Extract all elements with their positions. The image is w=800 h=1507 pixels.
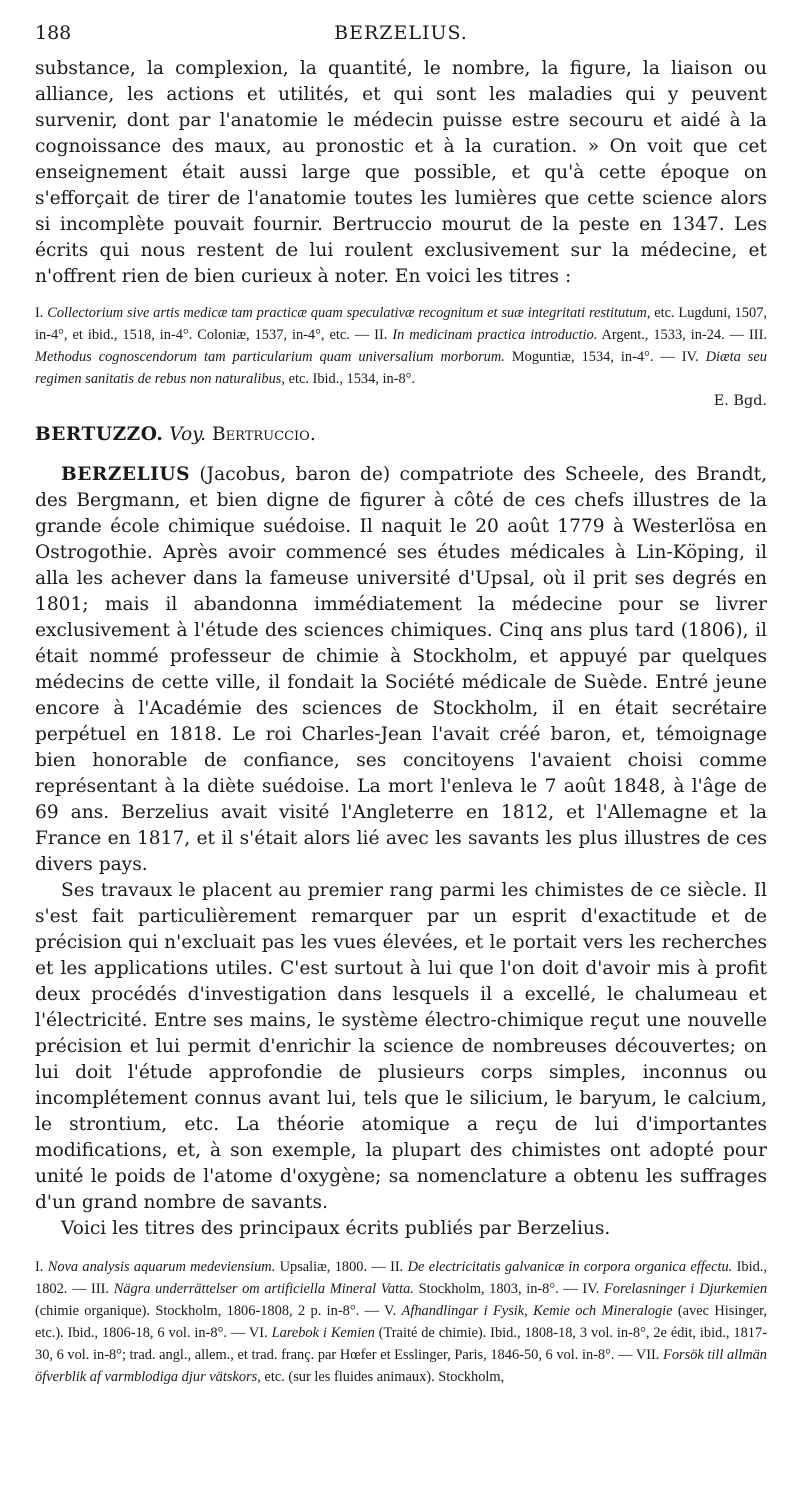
citation-segment: , etc. (sur les fluides animaux). Stockholm, — [257, 1369, 505, 1385]
citation-segment: Upsaliæ, 1800. — II. — [275, 1259, 408, 1275]
title-segment: Methodus cognoscendorum tam particularium quam universalium morborum. — [35, 349, 505, 365]
citation-segment: (Traité de chimie). Ibid., 1808-18, 3 vol. in-8°, 2e édit, ibid., 1817-30, 6 vol. in-8°; trad. angl., allem., et trad. franç. par Hœfer et Esslinger, Paris, 1846-50, 6 vol. in-8°. — VII. — [35, 1325, 767, 1363]
title-segment: Afhandlingar i Fysik, Kemie och Mineralogie — [401, 1303, 673, 1319]
berzelius-headword: BERZELIUS — [61, 464, 191, 485]
citation-segment: Moguntiæ, 1534, in-4°. — IV. — [504, 349, 706, 365]
title-segment: Nägra underrättelser om artificiella Mineral Vatta. — [113, 1281, 414, 1297]
bertruccio-paragraph: substance, la complexion, la quantité, le nombre, la figure, la liaison ou alliance, les actions et utilités, et qui sont les maladies qui y peuvent survenir, dont par l'anatomie le médecin puisse estre secouru et aidé à la cognoissance des maux, au pronostic et à la curation. » On voit que cet enseignement était aussi large que possible, et qu'à cette époque on s'efforçait de tirer de l'anatomie toutes les lumières que cette science alors si incomplète pouvait fournir. Bertruccio mourut de la peste en 1347. Les écrits qui nous restent de lui roulent exclusivement sur la médecine, et n'offrent rien de bien curieux à noter. En voici les titres : — [35, 58, 767, 287]
running-title: BERZELIUS. — [334, 22, 468, 44]
document-page — [35, 22, 767, 1388]
title-segment: De electricitatis galvanicæ in corpora organica effectu. — [407, 1259, 733, 1275]
bertuzzo-headword: BERTUZZO. — [35, 424, 164, 445]
title-segment: Diæta seu regimen sanitatis de rebus non naturalibus — [35, 349, 767, 387]
title-segment: In medicinam practica introductio. — [392, 327, 598, 343]
citation-segment: , etc. Ibid., 1534, in-8°. — [281, 371, 416, 387]
title-segment: Forelasninger i Djurkemien — [603, 1281, 768, 1297]
signature: E. Bgd. — [713, 393, 767, 409]
bertruccio-bibliography — [35, 302, 767, 390]
citation-segment: (avec Hisinger, etc.). Ibid., 1806-18, 6 vol. in-8°. — VI. — [35, 1303, 767, 1341]
title-segment: Larebok i Kemien — [271, 1325, 375, 1341]
title-segment: Collectorium sive artis medicæ tam practicæ quam speculativæ recognitum et suæ integritati restitutum — [47, 305, 647, 321]
berzelius-text-1: (Jacobus, baron de) compatriote des Scheele, des Brandt, des Bergmann, et bien digne de figurer à côté de ces chefs illustres de la grande école chimique suédoise. Il naquit le 20 août 1779 à Westerlösa en Ostrogothie. Après avoir commencé ses études médicales à Lin-Köping, il alla les achever dans la fameuse université d'Upsal, où il prit ses degrés en 1801; mais il abandonna immédiatement la médecine pour se livrer exclusivement à l'étude des sciences chimiques. Cinq ans plus tard (1806), il était nommé professeur de chimie à Stockholm, et appuyé par quelques médecins de cette ville, il fondait la Société médicale de Suède. Entré jeune encore à l'Académie des sciences de Stockholm, il en était secrétaire perpétuel en 1818. Le roi Charles-Jean l'avait créé baron, et, témoignage bien honorable de confiance, ses concitoyens l'avaient choisi comme représentant à la diète suédoise. La mort l'enleva le 7 août 1848, à l'âge de 69 ans. Berzelius avait visité l'Angleterre en 1812, et l'Allemagne et la France en 1817, et il s'était alors lié avec les savants les plus illustres de ces divers pays. — [35, 464, 767, 875]
citation-segment: Argent., 1533, in-24. — III. — [597, 327, 767, 343]
citation-segment: , etc. Lugduni, 1507, in-4°, et ibid., 1518, in-4°. Coloniæ, 1537, in-4°, etc. — II. — [35, 305, 767, 343]
voy-reference: Voy. — [169, 424, 207, 445]
citation-segment: I. — [35, 305, 48, 321]
bertuzzo-entry — [35, 422, 767, 448]
citation-segment: Stockholm, 1803, in-8°. — IV. — [413, 1281, 604, 1297]
citation-segment: I. — [35, 1259, 48, 1275]
berzelius-paragraph-2: Ses travaux le placent au premier rang parmi les chimistes de ce siècle. Il s'est fait particulièrement remarquer par un esprit d'exactitude et de précision qui n'excluait pas les vues élevées, et le portait vers les recherches et les applications utiles. C'est surtout à lui que l'on doit d'avoir mis à profit deux procédés d'investigation dans lesquels il a excellé, le chalumeau et l'électricité. Entre ses mains, le système électro-chimique reçut une nouvelle précision et lui permit d'enrichir la science de nombreuses découvertes; on lui doit l'étude approfondie de plusieurs corps simples, inconnus ou incomplétement connus avant lui, tels que le silicium, le baryum, le calcium, le strontium, etc. La théorie atomique a reçu de lui d'importantes modifications, et, à son exemple, la plupart des chimistes ont adopté pour unité le poids de l'atome d'oxygène; sa nomenclature a obtenu les suffrages d'un grand nombre de savants. — [35, 880, 767, 1213]
berzelius-paragraph-1 — [35, 462, 767, 878]
title-segment: Nova analysis aquarum medeviensium. — [47, 1259, 276, 1275]
berzelius-paragraph-3: Voici les titres des principaux écrits publiés par Berzelius. — [61, 1218, 611, 1239]
citation-segment: Ibid., 1802. — III. — [35, 1259, 767, 1297]
citation-segment: (chimie organique). Stockholm, 1806-1808, 2 p. in-8°. — V. — [35, 1303, 402, 1319]
page-number: 188 — [35, 22, 72, 44]
berzelius-bibliography — [35, 1256, 767, 1388]
title-segment: Forsök till allmän öfverblik af varmblodiga djur vätskors — [35, 1347, 767, 1385]
cross-reference-target: Bertruccio. — [212, 424, 316, 445]
page-header — [35, 22, 767, 52]
